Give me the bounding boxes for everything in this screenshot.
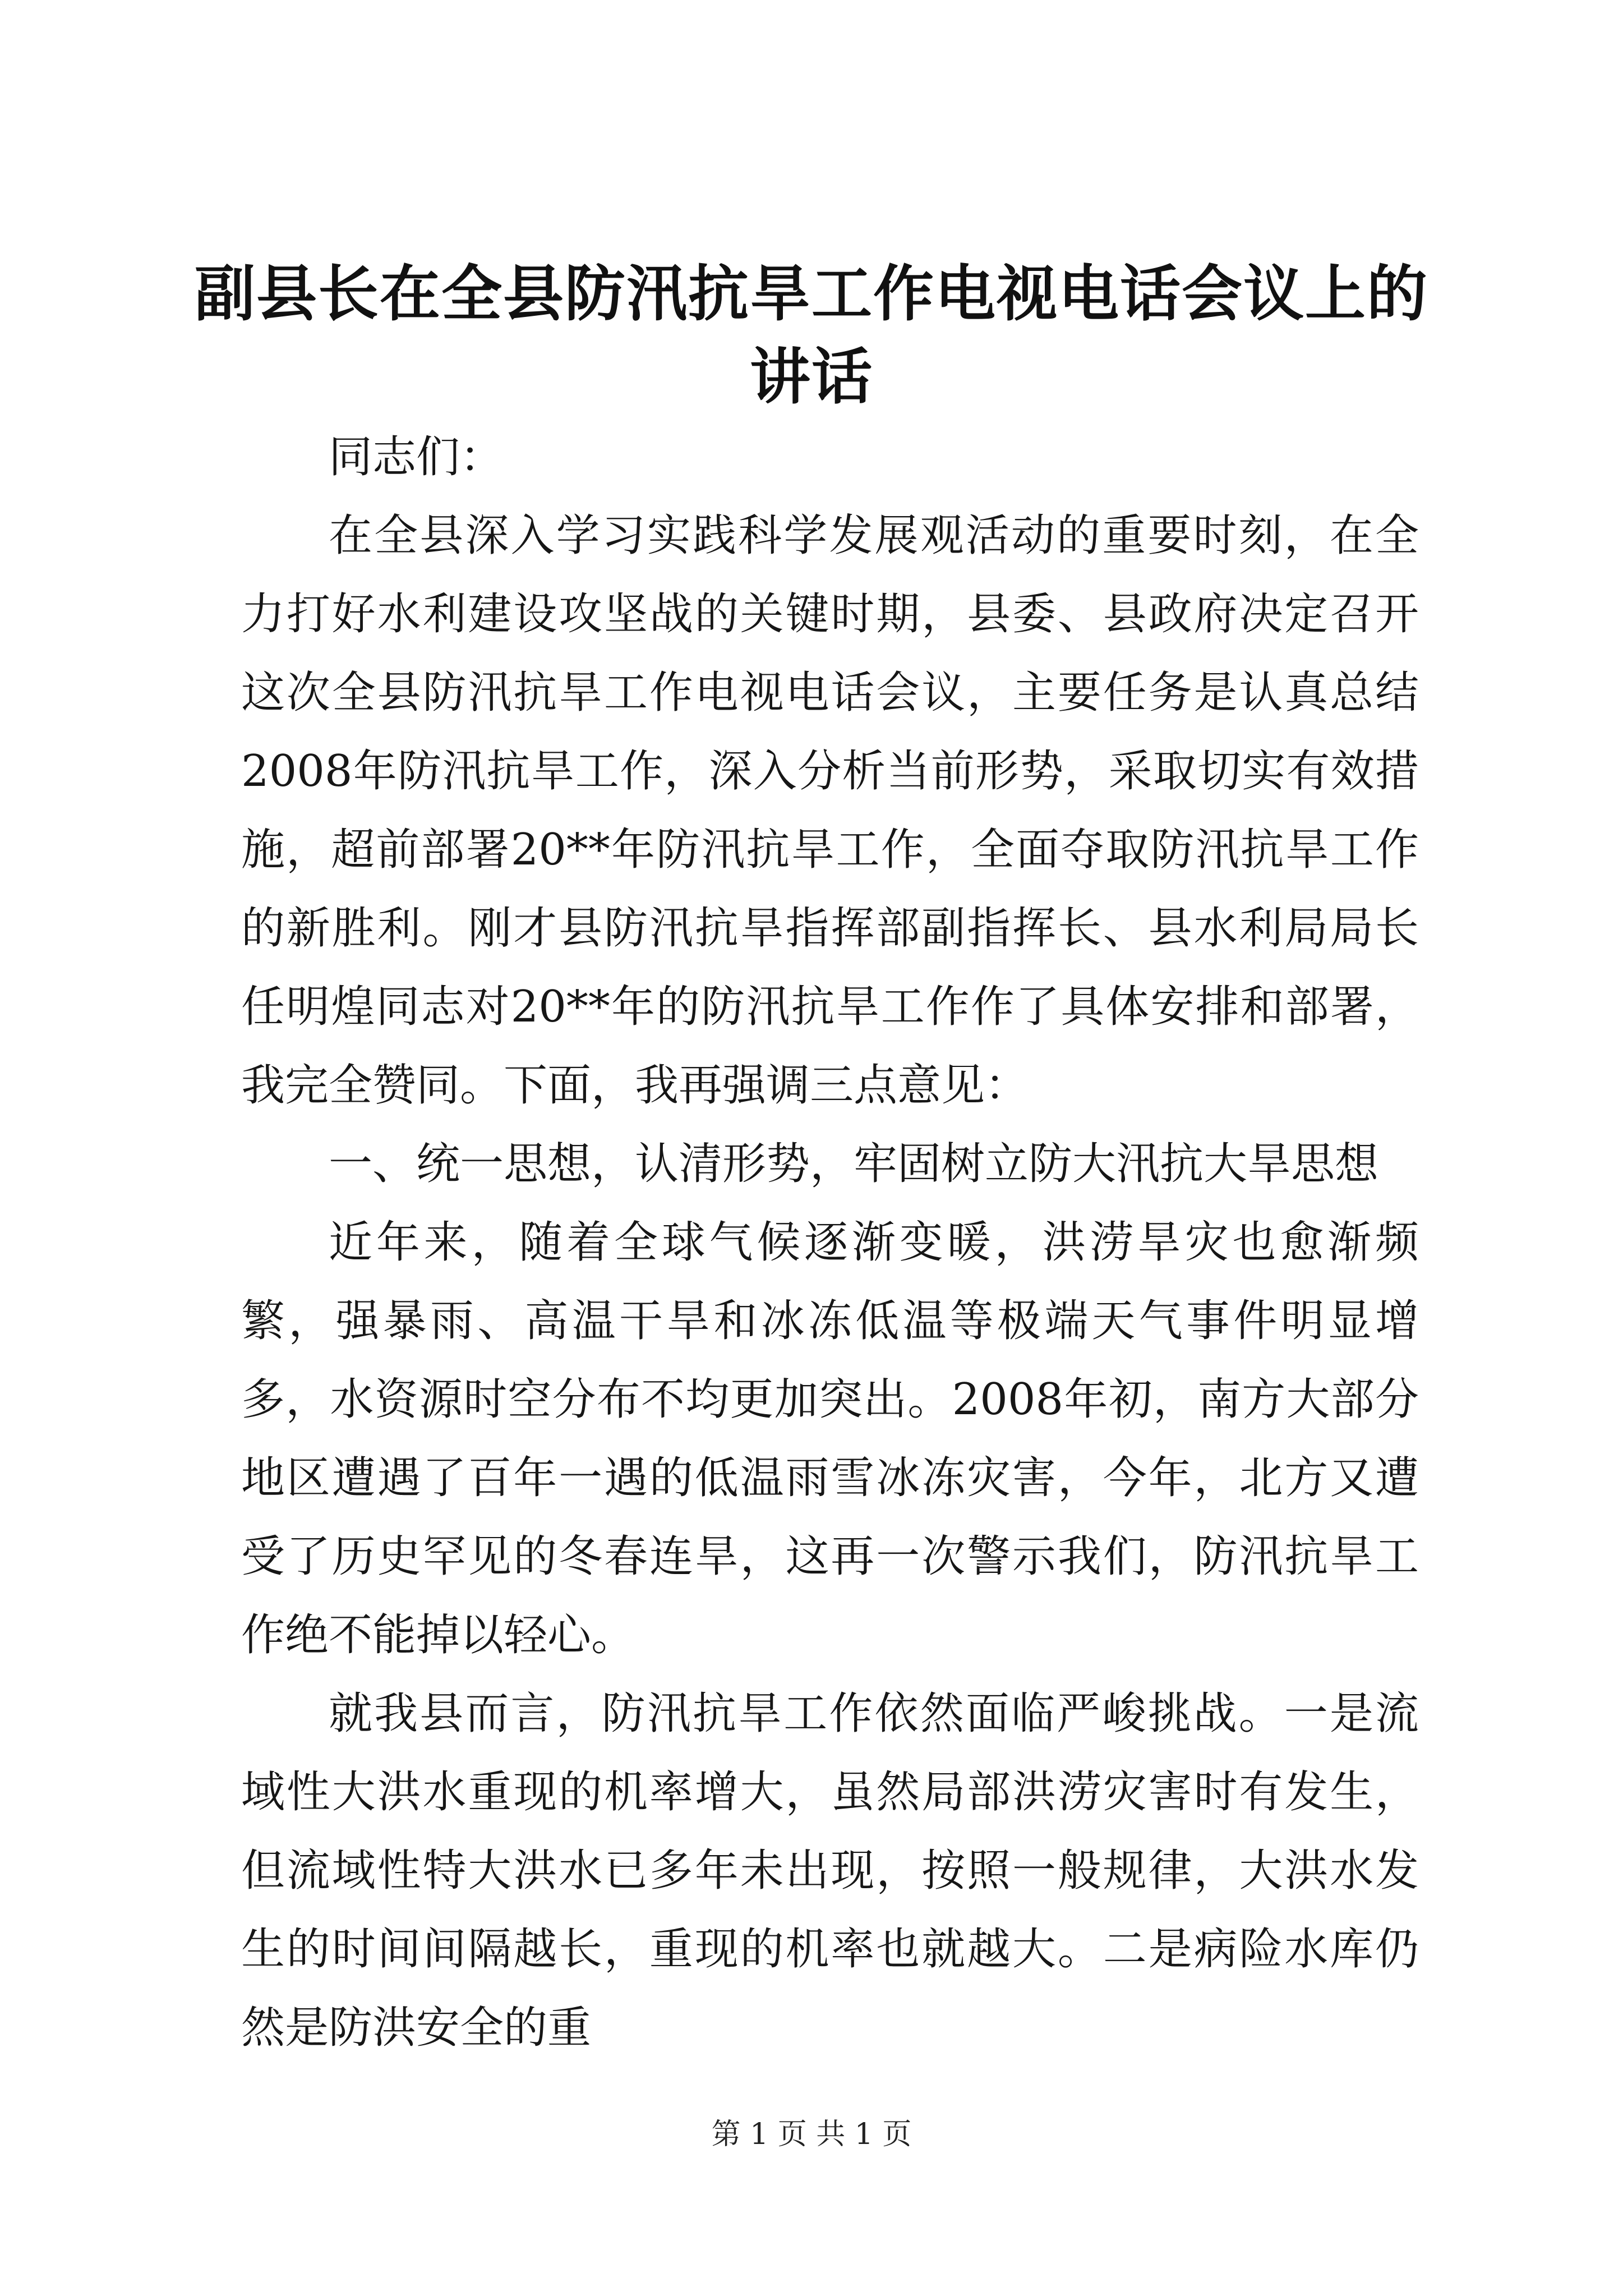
document-title: 副县长在全县防汛抗旱工作电视电话会议上的讲话 [194, 259, 1428, 412]
salutation: 同志们： [329, 432, 504, 482]
paragraph-intro: 在全县深入学习实践科学发展观活动的重要时刻，在全力打好水利建设攻坚战的关键时期，县委、县政府决定召开这次全县防汛抗旱工作电视电话会议，主要任务是认真总结2008年防汛抗旱工作，深入分析当前形势，采取切实有效措施，超前部署20**年防汛抗旱工作，全面夺取防汛抗旱工作的新胜利。刚才县防汛抗旱指挥部副指挥长、县水利局局长任明煌同志对20**年的防汛抗旱工作作了具体安排和部署，我完全赞同。下面，我再强调三点意见： [241, 510, 1419, 1111]
section-heading-1: 一、统一思想，认清形势，牢固树立防大汛抗大旱思想 [329, 1139, 1379, 1189]
document-body [241, 418, 1419, 2067]
paragraph-challenges: 就我县而言，防汛抗旱工作依然面临严峻挑战。一是流域性大洪水重现的机率增大，虽然局部洪涝灾害时有发生，但流域性特大洪水已多年未出现，按照一般规律，大洪水发生的时间间隔越长，重现的机率也就越大。二是病险水库仍然是防洪安全的重 [241, 1688, 1419, 2053]
page-footer: 第 1 页 共 1 页 [711, 2118, 912, 2151]
paragraph-climate: 近年来，随着全球气候逐渐变暖，洪涝旱灾也愈渐频繁，强暴雨、高温干旱和冰冻低温等极端天气事件明显增多，水资源时空分布不均更加突出。2008年初，南方大部分地区遭遇了百年一遇的低温雨雪冰冻灾害，今年，北方又遭受了历史罕见的冬春连旱，这再一次警示我们，防汛抗旱工作绝不能掉以轻心。 [241, 1217, 1419, 1660]
